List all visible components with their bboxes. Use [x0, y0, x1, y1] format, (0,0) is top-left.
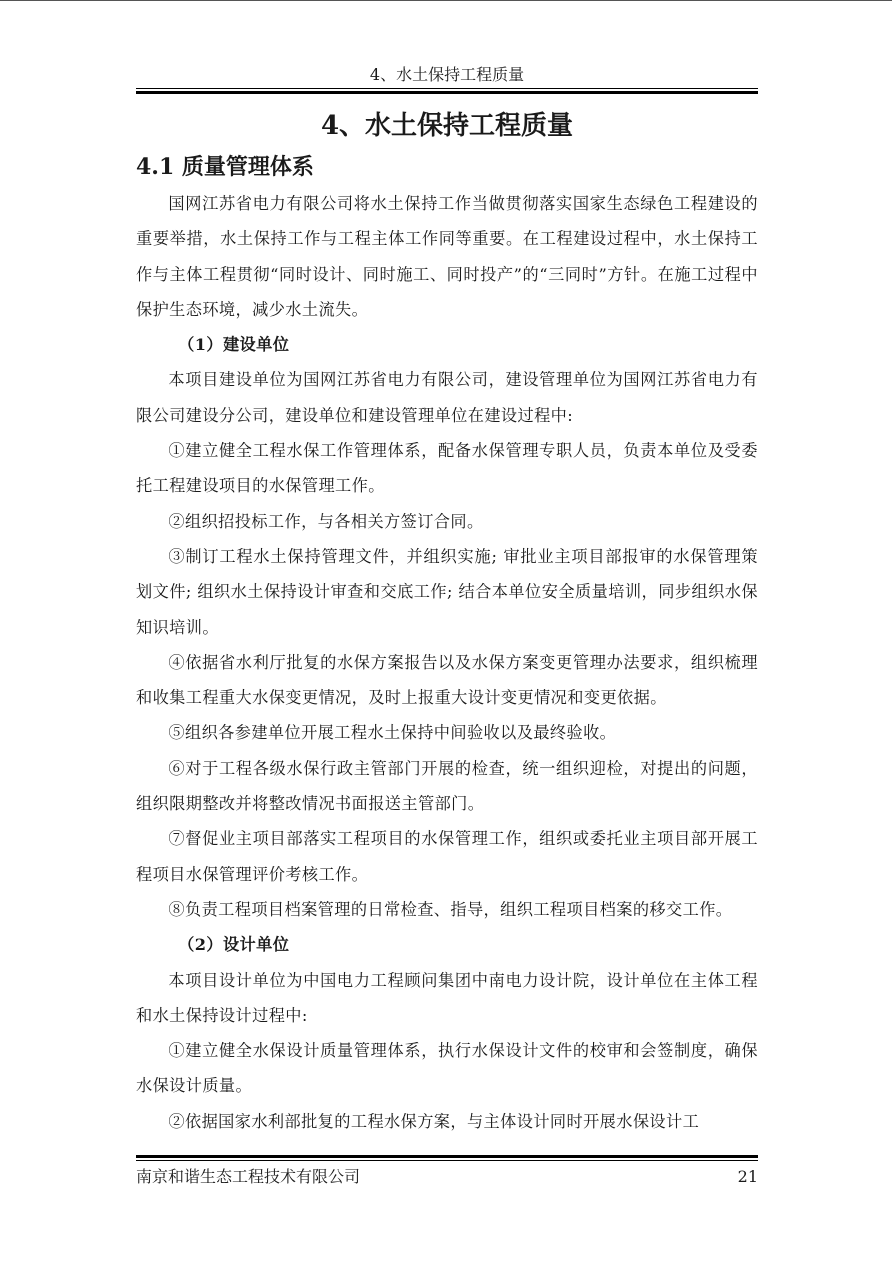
list-item: ①建立健全工程水保工作管理体系，配备水保管理专职人员，负责本单位及受委托工程建设项目的水保管理工作。 [136, 441, 758, 496]
list-item: ②依据国家水利部批复的工程水保方案，与主体设计同时开展水保设计工 [168, 1111, 700, 1131]
subheading-design-unit: （2）设计单位 [178, 935, 290, 955]
list-item: ④依据省水利厅批复的水保方案报告以及水保方案变更管理办法要求，组织梳理和收集工程重大水保变更情况，及时上报重大设计变更情况和变更依据。 [136, 652, 758, 708]
list-item: ②组织招投标工作，与各相关方签订合同。 [168, 511, 484, 531]
list-item: ⑦督促业主项目部落实工程项目的水保管理工作，组织或委托业主项目部开展工程项目水保管理评价考核工作。 [136, 829, 758, 884]
subheading-construction-unit: （1）建设单位 [178, 335, 290, 355]
header-rule-thick [136, 91, 758, 94]
chapter-title: 4、水土保持工程质量 [320, 111, 574, 141]
paragraph: 本项目设计单位为中国电力工程顾问集团中南电力设计院，设计单位在主体工程和水土保持设计过程中: [136, 970, 758, 1025]
list-item: ⑤组织各参建单位开展工程水土保持中间验收以及最终验收。 [168, 723, 617, 743]
list-item: ③制订工程水土保持管理文件，并组织实施; 审批业主项目部报审的水保管理策划文件; 组织水土保持设计审查和交底工作; 结合本单位安全质量培训，同步组织水保知识培训。 [136, 546, 758, 637]
list-item: ⑧负责工程项目档案管理的日常检查、指导，组织工程项目档案的移交工作。 [168, 899, 733, 919]
footer-rule-thin [136, 1160, 758, 1161]
section-title: 4.1 质量管理体系 [136, 154, 314, 180]
list-item: ⑥对于工程各级水保行政主管部门开展的检查，统一组织迎检，对提出的问题，组织限期整改并将整改情况书面报送主管部门。 [136, 758, 758, 814]
list-item: ①建立健全水保设计质量管理体系，执行水保设计文件的校审和会签制度，确保水保设计质量。 [136, 1041, 758, 1096]
page-top-edge [0, 0, 892, 1]
running-header: 4、水土保持工程质量 [369, 65, 525, 84]
footer-company: 南京和谐生态工程技术有限公司 [136, 1167, 361, 1186]
paragraph: 国网江苏省电力有限公司将水土保持工作当做贯彻落实国家生态绿色工程建设的重要举措，水土保持工作与工程主体工作同等重要。在工程建设过程中，水土保持工作与主体工程贯彻“同时设计、同时施工、同时投产”的“三同时”方针。在施工过程中保护生态环境，减少水土流失。 [136, 194, 758, 319]
footer-rule-thick [136, 1155, 758, 1158]
paragraph: 本项目建设单位为国网江苏省电力有限公司，建设管理单位为国网江苏省电力有限公司建设分公司，建设单位和建设管理单位在建设过程中: [136, 370, 758, 425]
header-rule-thin [136, 88, 758, 89]
body-text [136, 186, 758, 1139]
page-number: 21 [737, 1167, 758, 1186]
